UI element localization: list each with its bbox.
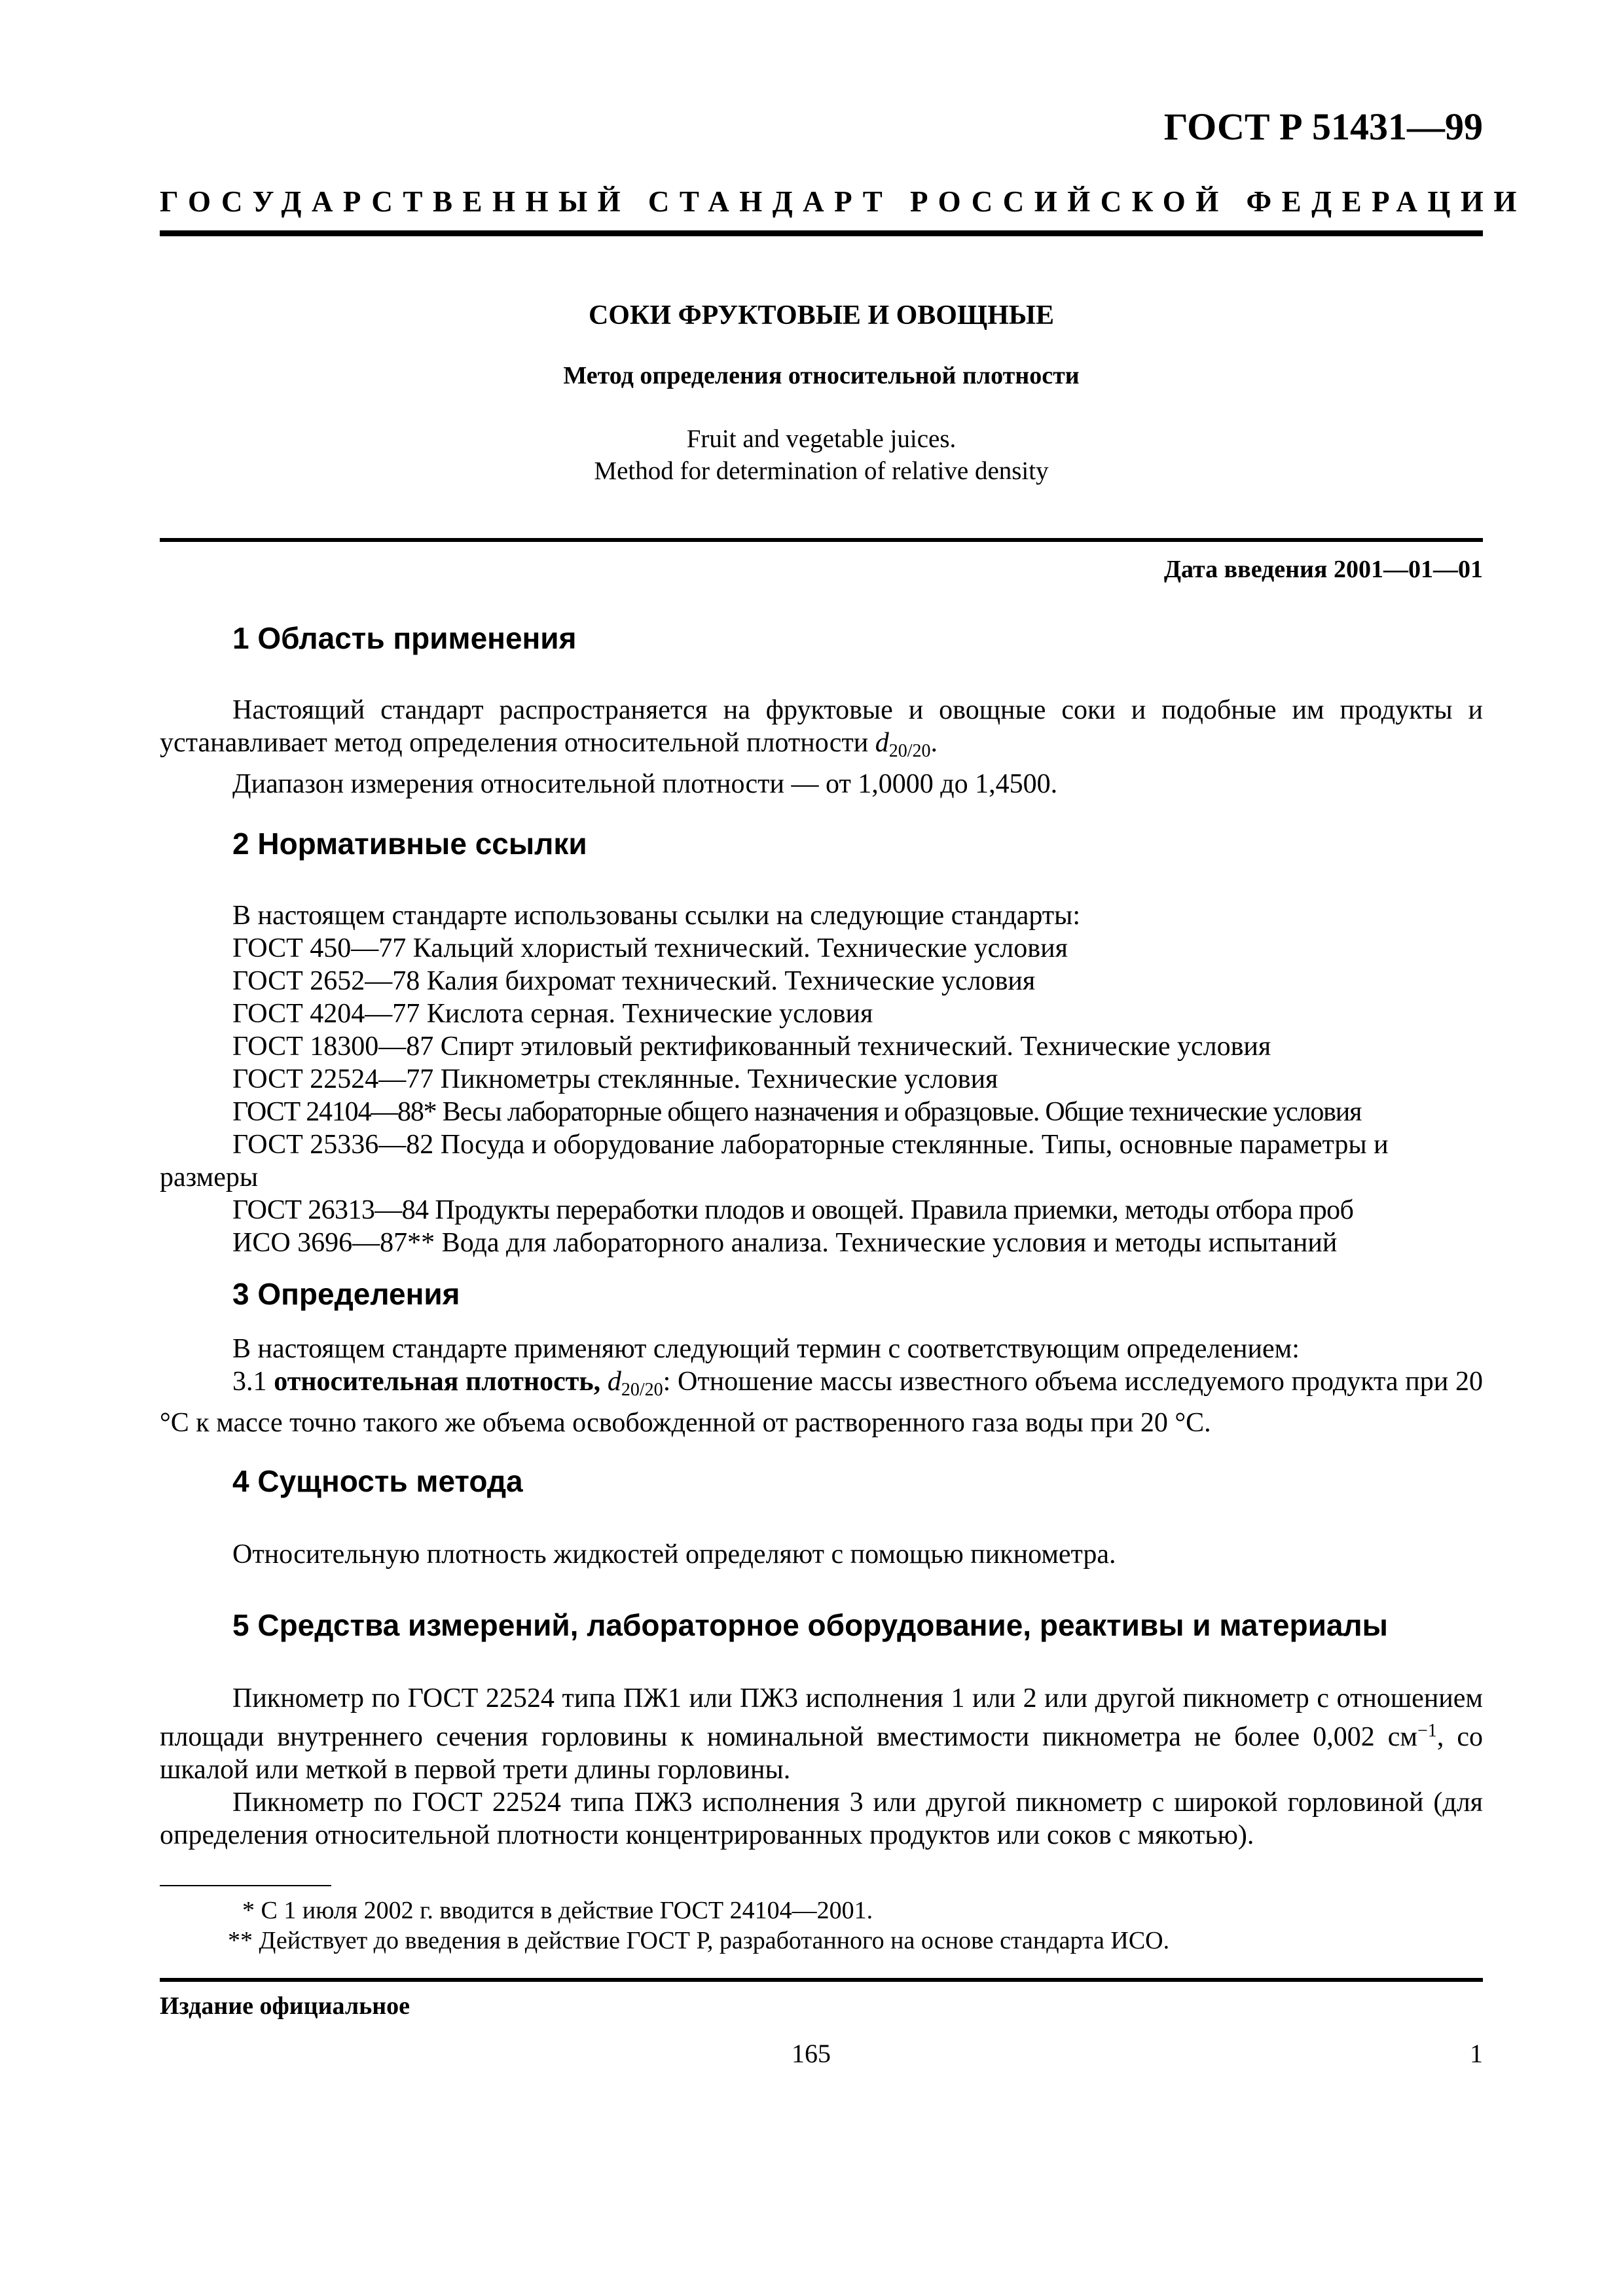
footnote-1: * С 1 июля 2002 г. вводится в действие ГОСТ 24104—2001. (242, 1897, 873, 1924)
section-3-intro: В настоящем стандарте применяют следующий термин с соответствующим определением: (232, 1334, 1300, 1364)
reference-item: ГОСТ 22524—77 Пикнометры стеклянные. Технические условия (232, 1064, 998, 1094)
reference-item: ГОСТ 25336—82 Посуда и оборудование лабораторные стеклянные. Типы, основные параметры и размеры (160, 1130, 1389, 1193)
reference-item: ГОСТ 26313—84 Продукты переработки плодов и овощей. Правила приемки, методы отбора проб (232, 1195, 1354, 1225)
page-number-collection: 165 (792, 2039, 831, 2068)
title-rule (160, 538, 1483, 542)
references-list (160, 899, 1483, 1259)
section-1-paragraph-2: Диапазон измерения относительной плотности — от 1,0000 до 1,4500. (232, 769, 1058, 799)
footnote-2: ** Действует до введения в действие ГОСТ Р, разработанного на основе стандарта ИСО. (228, 1927, 1170, 1954)
section-4-heading: 4 Сущность метода (232, 1464, 523, 1498)
footnote-rule (160, 1885, 331, 1886)
document-title: СОКИ ФРУКТОВЫЕ И ОВОЩНЫЕ (588, 300, 1055, 331)
reference-item: ГОСТ 24104—88* Весы лабораторные общего назначения и образцовые. Общие технические условия (232, 1097, 1362, 1127)
edition-label: Издание официальное (160, 1992, 410, 2020)
section-5-heading: 5 Средства измерений, лабораторное оборудование, реактивы и материалы (232, 1608, 1388, 1642)
section-5-paragraph-1: Пикнометр по ГОСТ 22524 типа ПЖ1 или ПЖ3 исполнения 1 или 2 или другой пикнометр с отношением площади внутреннего сечения горловины к номинальной вместимости пикнометра не более 0,002 $см^{-1}$, со шкалой или меткой в первой трети длины горловины. (160, 1683, 1483, 1785)
reference-item: ГОСТ 2652—78 Калия бихромат технический. Технические условия (232, 966, 1036, 996)
section-5-paragraph-2: Пикнометр по ГОСТ 22524 типа ПЖ3 исполнения 3 или другой пикнометр с широкой горловиной (для определения относительной плотности концентрированных продуктов или соков с мякотью). (160, 1787, 1483, 1850)
section-1-heading: 1 Область применения (232, 621, 577, 655)
standard-code: ГОСТ Р 51431—99 (1163, 105, 1483, 148)
references-intro: В настоящем стандарте использованы ссылки на следующие стандарты: (232, 901, 1081, 931)
reference-item: ГОСТ 18300—87 Спирт этиловый ректификованный технический. Технические условия (232, 1031, 1271, 1062)
reference-item: ГОСТ 450—77 Кальций хлористый технический. Технические условия (232, 933, 1068, 963)
page-number: 1 (1470, 2039, 1483, 2068)
english-title-line-1: Fruit and vegetable juices. (686, 425, 957, 453)
state-standard-banner: ГОСУДАРСТВЕННЫЙ СТАНДАРТ РОССИЙСКОЙ ФЕДЕРАЦИИ (160, 185, 1527, 218)
english-title (160, 423, 1483, 487)
english-title-line-2: Method for determination of relative density (594, 457, 1049, 485)
section-1-body (160, 694, 1483, 800)
section-4-body (160, 1538, 1483, 1571)
introduction-date: Дата введения 2001—01—01 (1163, 556, 1483, 583)
reference-item: ГОСТ 4204—77 Кислота серная. Технические условия (232, 999, 873, 1029)
footer-rule (160, 1978, 1483, 1982)
section-2-heading: 2 Нормативные ссылки (232, 827, 587, 861)
section-5-body (160, 1682, 1483, 1852)
section-4-paragraph: Относительную плотность жидкостей определяют с помощью пикнометра. (232, 1539, 1116, 1570)
header-rule (160, 230, 1483, 236)
document-subtitle: Метод определения относительной плотности (563, 362, 1080, 389)
footnotes (160, 1895, 1483, 1956)
term-definition: 3.1 относительная плотность, $d_{20/20}$: Отношение массы известного объема исследуемого продукта при 20 °С к массе точно такого же объема освобожденной от растворенного газа воды при 20 °С. (160, 1367, 1484, 1438)
section-1-paragraph-1: Настоящий стандарт распространяется на фруктовые и овощные соки и подобные им продукты и устанавливает метод определения относительной плотности $d_{20/20}$. (160, 695, 1483, 761)
reference-item: ИСО 3696—87** Вода для лабораторного анализа. Технические условия и методы испытаний (232, 1228, 1338, 1258)
section-3-body (160, 1333, 1483, 1439)
term-name: относительная плотность, (274, 1367, 601, 1397)
section-3-heading: 3 Определения (232, 1277, 460, 1311)
